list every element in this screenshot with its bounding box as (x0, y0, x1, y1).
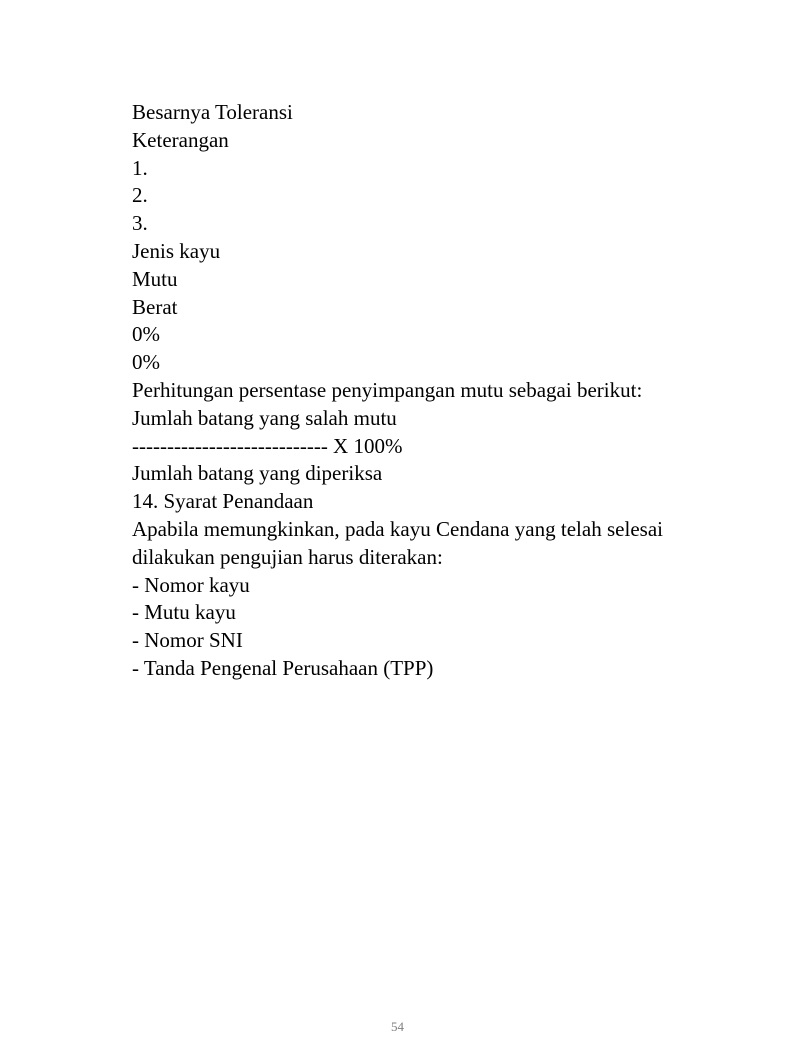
marking-item-mutu-kayu: - Mutu kayu (132, 600, 236, 625)
formula-fraction-line: ---------------------------- X 100% (132, 433, 403, 458)
list-item-1: 1. (132, 155, 148, 180)
section-14-heading: 14. Syarat Penandaan (132, 489, 314, 514)
list-item-3: 3. (132, 211, 148, 236)
mutu-label: Mutu (132, 266, 178, 291)
marking-item-nomor-sni: - Nomor SNI (132, 628, 243, 653)
percent-value-1: 0% (132, 322, 160, 347)
marking-item-nomor-kayu: - Nomor kayu (132, 572, 250, 597)
jenis-kayu-label: Jenis kayu (132, 238, 221, 263)
page-number: 54 (391, 1019, 404, 1034)
tolerance-heading: Besarnya Toleransi (132, 100, 293, 124)
formula-denominator: Jumlah batang yang diperiksa (132, 461, 383, 486)
berat-label: Berat (132, 294, 178, 319)
formula-numerator: Jumlah batang yang salah mutu (132, 405, 397, 430)
keterangan-heading: Keterangan (132, 127, 229, 152)
calculation-intro-paragraph: Perhitungan persentase penyimpangan mutu sebagai berikut: (132, 377, 643, 402)
marking-intro-paragraph: Apabila memungkinkan, pada kayu Cendana yang telah selesai dilakukan pengujian harus diterakan: (132, 516, 663, 569)
marking-item-tpp: - Tanda Pengenal Perusahaan (TPP) (132, 655, 434, 680)
page-content (132, 99, 663, 683)
list-item-2: 2. (132, 183, 148, 208)
percent-value-2: 0% (132, 350, 160, 375)
